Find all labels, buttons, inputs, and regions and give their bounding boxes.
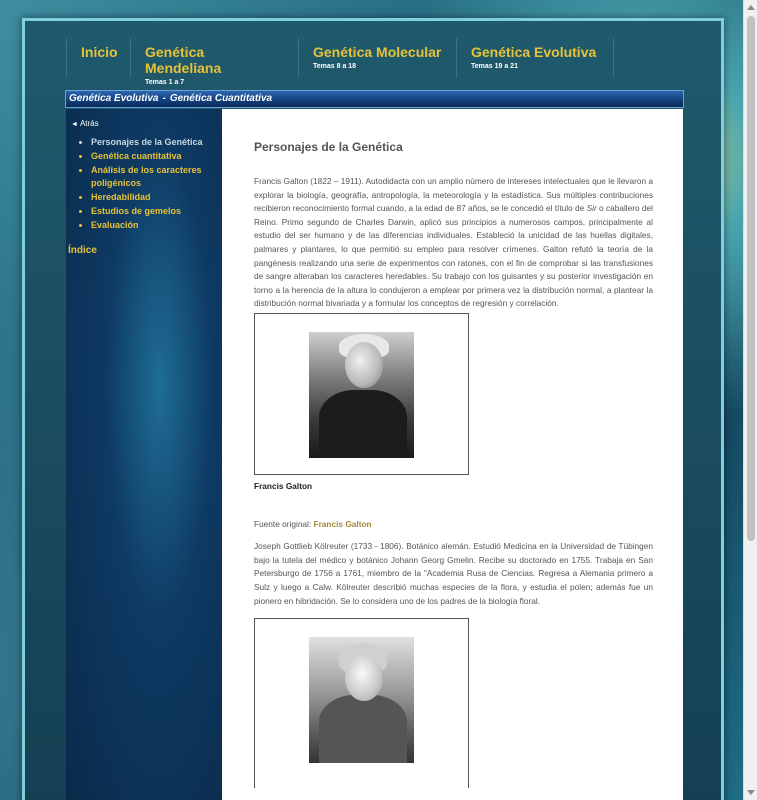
- portrait-body: [319, 695, 407, 763]
- top-navigation: [66, 38, 614, 86]
- nav-molecular-title: Genética Molecular: [313, 44, 442, 60]
- portrait-face: [345, 342, 383, 388]
- scroll-up-icon[interactable]: [747, 5, 755, 10]
- sidebar: [66, 109, 222, 800]
- breadcrumb-separator: -: [162, 93, 166, 104]
- nav-inicio[interactable]: [66, 38, 130, 78]
- galton-sir: Sir: [586, 203, 597, 214]
- vertical-scrollbar[interactable]: [743, 0, 757, 800]
- scroll-thumb[interactable]: [747, 16, 755, 541]
- kolreuter-portrait: [309, 637, 414, 763]
- nav-evolutiva-sub: Temas 19 a 21: [471, 63, 518, 70]
- sidebar-item-analisis[interactable]: [91, 164, 222, 190]
- galton-figure: [254, 313, 469, 475]
- nav-genetica-evolutiva[interactable]: [456, 38, 614, 78]
- indice-link[interactable]: Índice: [68, 245, 97, 256]
- sidebar-item-personajes[interactable]: [91, 136, 222, 149]
- sidebar-list: [91, 136, 222, 232]
- back-label: Atrás: [79, 119, 99, 128]
- back-arrow-icon: ◄: [71, 121, 78, 128]
- nav-mendeliana-sub: Temas 1 a 7: [145, 79, 185, 86]
- galton-text-2: o caballero del Reino. Primo segundo de Charles Darwin, aplicó sus principios a numerosos campos, principalmente al estudio del ser humano y de las diferencias individuales. Estableció la unicidad de las huellas digitales, palmares y plantares, lo que permitió su empleo para resolver crímenes. Galton refutó la teoría de la pangénesis realizando una serie de experimentos con ratones, con el fin de comprobar si las transfusiones de sangre alteraban los caracteres heredables. Su trabajo con los guisantes y su posterior investigación en torno a la herencia de la altura lo condujeron a emplear por primera vez la distribución normal, a plantear la distribución normal bivariada y a formular los conceptos de regresión y correlación.: [254, 203, 653, 309]
- galton-paragraph: [254, 175, 653, 311]
- scroll-down-icon[interactable]: [747, 790, 755, 795]
- sidebar-item-evaluacion[interactable]: [91, 219, 222, 232]
- nav-genetica-mendeliana[interactable]: [130, 38, 298, 86]
- breadcrumb: [65, 90, 684, 108]
- portrait-body: [319, 390, 407, 458]
- sidebar-item-label: Análisis de los caracteres poligénicos: [91, 165, 202, 188]
- portrait-face: [345, 655, 383, 701]
- nav-inicio-label: Inicio: [81, 44, 118, 60]
- sidebar-item-gemelos[interactable]: [91, 205, 222, 218]
- fuente-link[interactable]: Francis Galton: [313, 518, 372, 529]
- main-content: [222, 109, 683, 800]
- sidebar-item-genetica-cuantitativa[interactable]: [91, 150, 222, 163]
- kolreuter-figure: [254, 618, 469, 788]
- nav-molecular-sub: Temas 8 a 18: [313, 63, 357, 70]
- galton-text-1: Francis Galton (1822 – 1911). Autodidacta con un amplio número de intereses intelectuales que le llevaron a explorar la biología, geografía, antropología, la meteorología y la estadística. Sus múltiples contribuciones recibieron reconocimiento formal cuando, a la edad de 87 años, se le concedió el título de: [254, 176, 653, 214]
- fuente-original: [254, 518, 653, 532]
- breadcrumb-part2[interactable]: Genética Cuantitativa: [169, 93, 273, 104]
- breadcrumb-part1[interactable]: Genética Evolutiva: [69, 93, 159, 104]
- sidebar-item-label: Evaluación: [91, 220, 139, 230]
- sidebar-item-label: Personajes de la Genética: [91, 137, 203, 147]
- nav-genetica-molecular[interactable]: [298, 38, 456, 78]
- sidebar-item-heredabilidad[interactable]: [91, 191, 222, 204]
- galton-portrait: [309, 332, 414, 458]
- galton-caption: Francis Galton: [254, 480, 313, 491]
- fuente-label: Fuente original:: [254, 518, 314, 529]
- nav-mendeliana-title: Genética Mendeliana: [145, 44, 222, 76]
- sidebar-item-label: Heredabilidad: [91, 192, 151, 202]
- nav-evolutiva-title: Genética Evolutiva: [471, 44, 597, 60]
- page-title: Personajes de la Genética: [254, 140, 403, 154]
- sidebar-item-label: Estudios de gemelos: [91, 206, 182, 216]
- kolreuter-paragraph: Joseph Gottlieb Kölreuter (1733 - 1806). Botánico alemán. Estudió Medicina en la Universidad de Tübingen bajo la tutela del médico y botánico Johann Georg Gmelin. Recibe su doctorado en 1755. Trabaja en San Petersburgo de 1756 a 1761, miembro de la "Academia Rusa de Ciencias. Regresa a Alemania primero a Sulz y luego a Calw. Kölreuter describió muchas especies de la flora, y estudia el polen; además fue un pionero en hibridación. Se lo considera uno de los padres de la biología floral.: [254, 541, 653, 606]
- sidebar-item-label: Genética cuantitativa: [91, 151, 182, 161]
- back-link[interactable]: [71, 119, 222, 128]
